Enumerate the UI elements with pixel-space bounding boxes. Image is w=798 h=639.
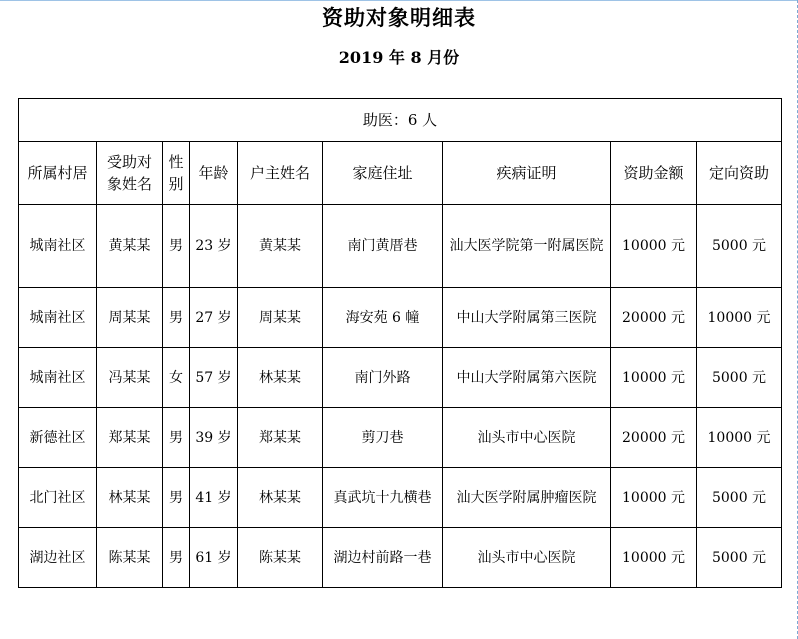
table-row (19, 408, 782, 468)
cell-recipient: 黄某某 (97, 205, 163, 288)
cell-age: 61 岁 (190, 528, 238, 588)
cell-directed: 10000 元 (697, 288, 782, 348)
cell-address: 海安苑 6 幢 (323, 288, 443, 348)
cell-age: 27 岁 (190, 288, 238, 348)
cell-recipient: 冯某某 (97, 348, 163, 408)
cell-directed: 5000 元 (697, 348, 782, 408)
cell-address: 剪刀巷 (323, 408, 443, 468)
header-illness: 疾病证明 (443, 142, 611, 205)
header-village: 所属村居 (19, 142, 97, 205)
header-householder: 户主姓名 (238, 142, 323, 205)
section-row (19, 99, 782, 142)
cell-amount: 10000 元 (611, 205, 697, 288)
cell-illness: 汕头市中心医院 (443, 528, 611, 588)
cell-directed: 5000 元 (697, 528, 782, 588)
cell-directed: 5000 元 (697, 205, 782, 288)
cell-amount: 10000 元 (611, 348, 697, 408)
cell-householder: 陈某某 (238, 528, 323, 588)
cell-age: 39 岁 (190, 408, 238, 468)
cell-illness: 中山大学附属第三医院 (443, 288, 611, 348)
cell-recipient: 陈某某 (97, 528, 163, 588)
cell-recipient: 郑某某 (97, 408, 163, 468)
cell-householder: 林某某 (238, 348, 323, 408)
cell-age: 41 岁 (190, 468, 238, 528)
cell-village: 湖边社区 (19, 528, 97, 588)
header-address: 家庭住址 (323, 142, 443, 205)
cell-age: 57 岁 (190, 348, 238, 408)
cell-householder: 林某某 (238, 468, 323, 528)
cell-amount: 10000 元 (611, 468, 697, 528)
cell-amount: 20000 元 (611, 288, 697, 348)
section-label: 助医：6 人 (19, 99, 782, 142)
cell-village: 北门社区 (19, 468, 97, 528)
cell-recipient: 林某某 (97, 468, 163, 528)
header-directed: 定向资助 (697, 142, 782, 205)
cell-address: 南门黄厝巷 (323, 205, 443, 288)
cell-illness: 汕大医学附属肿瘤医院 (443, 468, 611, 528)
header-row (19, 142, 782, 205)
cell-amount: 10000 元 (611, 528, 697, 588)
header-recipient: 受助对象姓名 (97, 142, 163, 205)
header-gender: 性别 (163, 142, 190, 205)
cell-village: 城南社区 (19, 205, 97, 288)
document-subtitle: 2019 年 8 月份 (338, 48, 460, 67)
cell-recipient: 周某某 (97, 288, 163, 348)
cell-address: 湖边村前路一巷 (323, 528, 443, 588)
cell-gender: 男 (163, 528, 190, 588)
cell-address: 真武坑十九横巷 (323, 468, 443, 528)
cell-gender: 男 (163, 408, 190, 468)
cell-village: 新德社区 (19, 408, 97, 468)
table-row (19, 288, 782, 348)
cell-householder: 黄某某 (238, 205, 323, 288)
cell-householder: 郑某某 (238, 408, 323, 468)
table-row (19, 348, 782, 408)
cell-village: 城南社区 (19, 348, 97, 408)
cell-age: 23 岁 (190, 205, 238, 288)
aid-detail-table (18, 98, 782, 588)
cell-village: 城南社区 (19, 288, 97, 348)
document-title: 资助对象明细表 (322, 5, 476, 30)
cell-address: 南门外路 (323, 348, 443, 408)
table-row (19, 528, 782, 588)
page-top-edge (0, 0, 798, 1)
cell-amount: 20000 元 (611, 408, 697, 468)
cell-gender: 女 (163, 348, 190, 408)
header-age: 年龄 (190, 142, 238, 205)
table-row (19, 205, 782, 288)
cell-householder: 周某某 (238, 288, 323, 348)
cell-illness: 中山大学附属第六医院 (443, 348, 611, 408)
cell-gender: 男 (163, 205, 190, 288)
cell-gender: 男 (163, 288, 190, 348)
cell-directed: 10000 元 (697, 408, 782, 468)
header-amount: 资助金额 (611, 142, 697, 205)
cell-gender: 男 (163, 468, 190, 528)
cell-illness: 汕大医学院第一附属医院 (443, 205, 611, 288)
table-row (19, 468, 782, 528)
cell-illness: 汕头市中心医院 (443, 408, 611, 468)
cell-directed: 5000 元 (697, 468, 782, 528)
